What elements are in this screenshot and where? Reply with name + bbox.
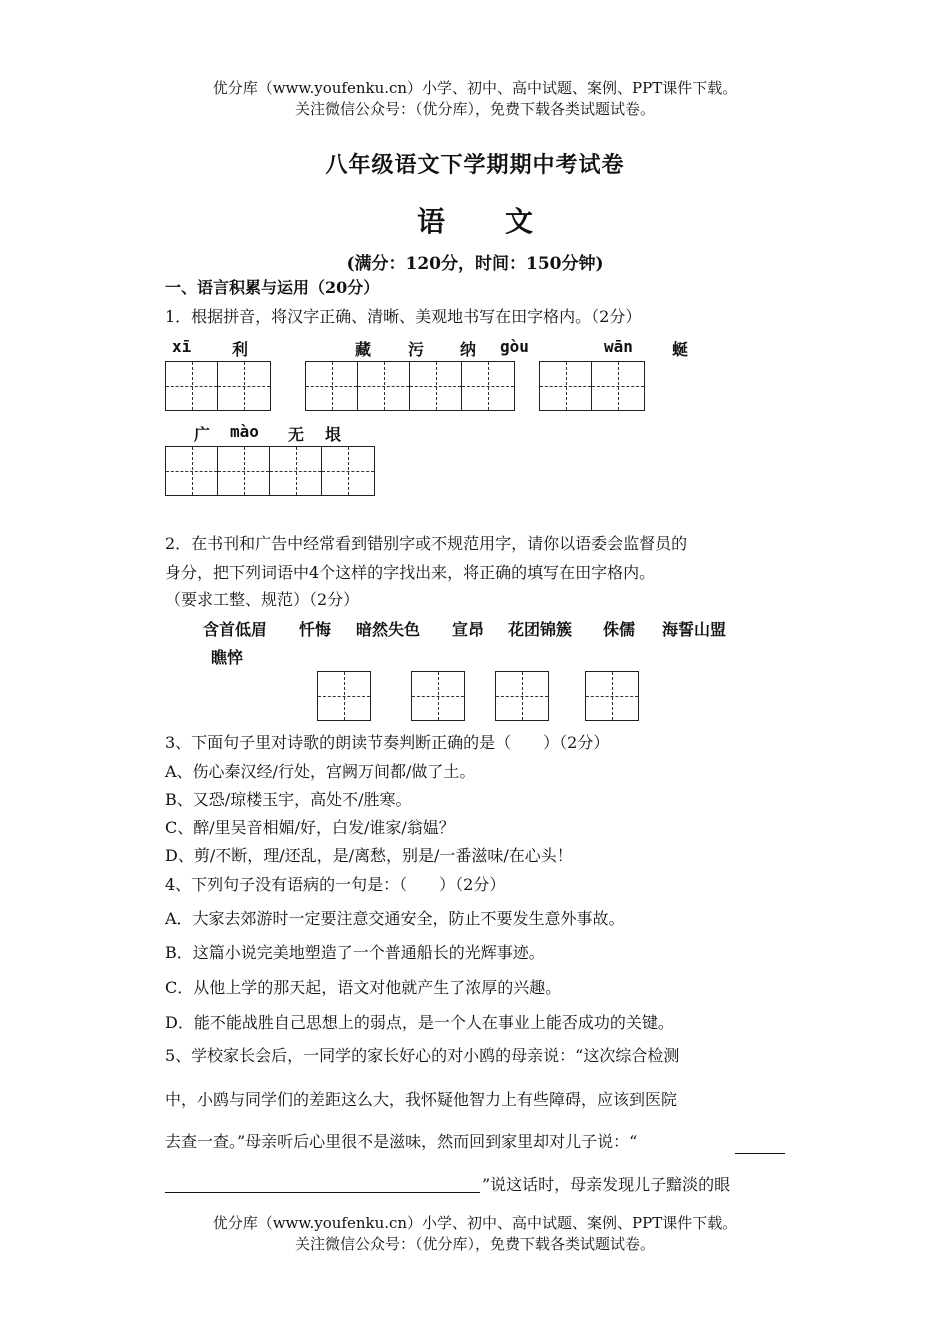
grid-cell[interactable] [410, 362, 462, 410]
grid-cell[interactable] [496, 672, 548, 720]
question-5-line-3: 去查一查。”母亲听后心里很不是滋味，然而回到家里却对儿子说：“ [165, 1132, 638, 1151]
answer-blank[interactable] [165, 1176, 480, 1193]
question-3: 3、下面句子里对诗歌的朗读节奏判断正确的是（ ）（2分） [165, 733, 610, 752]
question-2-line-1: 2．在书刊和广告中经常看到错别字或不规范用字，请你以语委会监督员的 [165, 534, 688, 553]
grid-cell[interactable] [358, 362, 410, 410]
char-label: 纳 [460, 340, 477, 359]
grid-cell[interactable] [166, 362, 218, 410]
question-5-line-1: 5、学校家长会后，一同学的家长好心的对小鸥的母亲说：“这次综合检测 [165, 1046, 680, 1065]
grid-cell[interactable] [218, 362, 270, 410]
exam-title: 八年级语文下学期期中考试卷 [325, 152, 625, 178]
question-1: 1．根据拼音，将汉字正确、清晰、美观地书写在田字格内。（2分） [165, 307, 642, 326]
grid-cell[interactable] [540, 362, 592, 410]
writing-grid[interactable] [305, 361, 515, 411]
grid-cell[interactable] [218, 447, 270, 495]
grid-cell[interactable] [412, 672, 464, 720]
pinyin-label: mào [230, 422, 259, 441]
grid-cell[interactable] [322, 447, 374, 495]
option-c: C．从他上学的那天起，语文对他就产生了浓厚的兴趣。 [165, 978, 562, 997]
question-2-line-2: 身分，把下列词语中4个这样的字找出来，将正确的填写在田字格内。 [165, 563, 656, 582]
word-option: 暗然失色 [356, 620, 421, 639]
char-label: 垠 [325, 425, 342, 444]
grid-cell[interactable] [462, 362, 514, 410]
option-d: D、剪/不断，理/还乱，是/离愁，别是/一番滋味/在心头！ [165, 846, 573, 865]
word-option: 宣昂 [452, 620, 485, 639]
header-line-1: 优分库（www.youfenku.cn）小学、初中、高中试题、案例、PPT课件下载。 [212, 79, 738, 97]
writing-grid[interactable] [495, 671, 549, 721]
char-label: 利 [232, 340, 249, 359]
subject-title: 语文 [416, 205, 593, 238]
writing-grid[interactable] [317, 671, 371, 721]
word-option: 海誓山盟 [662, 620, 727, 639]
word-option: 忏悔 [299, 620, 332, 639]
grid-cell[interactable] [586, 672, 638, 720]
grid-cell[interactable] [318, 672, 370, 720]
char-label: 藏 [355, 340, 372, 359]
writing-grid[interactable] [165, 361, 271, 411]
char-label: 广 [194, 425, 211, 444]
option-b: B．这篇小说完美地塑造了一个普通船长的光辉事迹。 [165, 943, 545, 962]
word-option: 花团锦簇 [508, 620, 573, 639]
char-label: 污 [408, 340, 425, 359]
writing-grid[interactable] [539, 361, 645, 411]
question-2-line-3: （要求工整、规范）（2分） [165, 590, 360, 609]
question-5-line-4: ”说这话时，母亲发现儿子黯淡的眼 [482, 1175, 731, 1194]
char-label: 蜒 [672, 340, 689, 359]
grid-cell[interactable] [592, 362, 644, 410]
pinyin-label: xī [172, 337, 192, 356]
writing-grid[interactable] [165, 446, 375, 496]
word-option: 瞧悴 [211, 648, 244, 667]
writing-grid[interactable] [411, 671, 465, 721]
word-option: 含首低眉 [203, 620, 268, 639]
pinyin-label: wān [604, 337, 633, 356]
section-heading: 一、语言积累与运用（20分） [165, 278, 380, 297]
answer-blank[interactable] [735, 1137, 785, 1154]
pinyin-label: gòu [500, 337, 529, 356]
question-5-line-2: 中，小鸥与同学们的差距这么大，我怀疑他智力上有些障碍，应该到医院 [165, 1090, 678, 1109]
header-line-2: 关注微信公众号：（优分库），免费下载各类试题试卷。 [294, 100, 655, 118]
option-a: A、伤心秦汉经/行处，宫阙万间都/做了土。 [165, 762, 476, 781]
footer-line-2: 关注微信公众号：（优分库），免费下载各类试题试卷。 [294, 1235, 655, 1253]
word-option: 侏儒 [603, 620, 636, 639]
writing-grid[interactable] [585, 671, 639, 721]
question-4: 4、下列句子没有语病的一句是：（ ）（2分） [165, 875, 506, 894]
option-d: D．能不能战胜自己思想上的弱点，是一个人在事业上能否成功的关键。 [165, 1013, 674, 1032]
exam-info: (满分：120分，时间：150分钟) [346, 254, 604, 274]
option-b: B、又恐/琼楼玉宇，高处不/胜寒。 [165, 790, 412, 809]
char-label: 无 [288, 425, 305, 444]
grid-cell[interactable] [166, 447, 218, 495]
option-c: C、醉/里吴音相媚/好，白发/谁家/翁媪？ [165, 818, 455, 837]
grid-cell[interactable] [306, 362, 358, 410]
grid-cell[interactable] [270, 447, 322, 495]
footer-line-1: 优分库（www.youfenku.cn）小学、初中、高中试题、案例、PPT课件下载。 [212, 1214, 738, 1232]
option-a: A．大家去郊游时一定要注意交通安全，防止不要发生意外事故。 [165, 909, 625, 928]
